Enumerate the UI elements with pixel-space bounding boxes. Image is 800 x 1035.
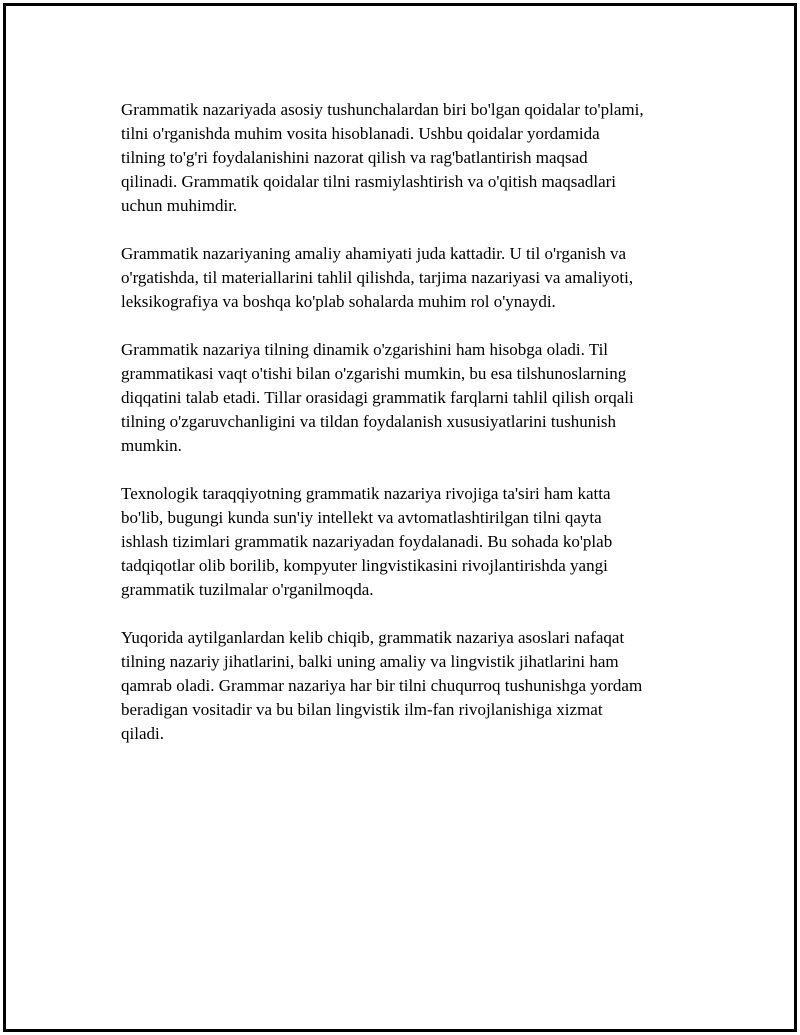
text-line: beradigan vositadir va bu bilan lingvistik ilm-fan rivojlanishiga xizmat (121, 700, 603, 719)
text-line: Grammatik nazariyada asosiy tushunchalardan biri bo'lgan qoidalar to'plami, (121, 100, 644, 119)
text-line: qilinadi. Grammatik qoidalar tilni rasmiylashtirish va o'qitish maqsadlari (121, 172, 617, 191)
paragraph-1 (121, 98, 701, 218)
text-line: tilning nazariy jihatlarini, balki uning amaliy va lingvistik jihatlarini ham (121, 652, 619, 671)
text-line: Grammatik nazariya tilning dinamik o'zgarishini ham hisobga oladi. Til (121, 340, 609, 359)
text-line: qiladi. (121, 724, 164, 743)
text-line: mumkin. (121, 436, 182, 455)
text-line: qamrab oladi. Grammar nazariya har bir tilni chuqurroq tushunishga yordam (121, 676, 643, 695)
text-line: grammatik tuzilmalar o'rganilmoqda. (121, 580, 374, 599)
text-line: Grammatik nazariyaning amaliy ahamiyati juda kattadir. U til o'rganish va (121, 244, 627, 263)
text-line: uchun muhimdir. (121, 196, 238, 215)
text-line: leksikografiya va boshqa ko'plab sohalarda muhim rol o'ynaydi. (121, 292, 556, 311)
text-line: Texnologik taraqqiyotning grammatik nazariya rivojiga ta'siri ham katta (121, 484, 611, 503)
text-line: o'rgatishda, til materiallarini tahlil qilishda, tarjima nazariyasi va amaliyoti, (121, 268, 634, 287)
text-line: grammatikasi vaqt o'tishi bilan o'zgarishi mumkin, bu esa tilshunoslarning (121, 364, 627, 383)
paragraph-3 (121, 338, 701, 458)
text-line: tilni o'rganishda muhim vosita hisoblanadi. Ushbu qoidalar yordamida (121, 124, 600, 143)
text-line: bo'lib, bugungi kunda sun'iy intellekt va avtomatlashtirilgan tilni qayta (121, 508, 602, 527)
text-line: Yuqorida aytilganlardan kelib chiqib, grammatik nazariya asoslari nafaqat (121, 628, 625, 647)
text-line: tilning o'zgaruvchanligini va tildan foydalanish xususiyatlarini tushunish (121, 412, 617, 431)
text-line: ishlash tizimlari grammatik nazariyadan foydalanadi. Bu sohada ko'plab (121, 532, 613, 551)
text-line: tadqiqotlar olib borilib, kompyuter lingvistikasini rivojlantirishda yangi (121, 556, 608, 575)
page-frame (3, 3, 797, 1032)
text-line: diqqatini talab etadi. Tillar orasidagi grammatik farqlarni tahlil qilish orqali (121, 388, 634, 407)
paragraph-5 (121, 626, 701, 746)
text-line: tilning to'g'ri foydalanishini nazorat qilish va rag'batlantirish maqsad (121, 148, 588, 167)
paragraph-4 (121, 482, 701, 602)
document-body (121, 98, 701, 770)
paragraph-2 (121, 242, 701, 314)
